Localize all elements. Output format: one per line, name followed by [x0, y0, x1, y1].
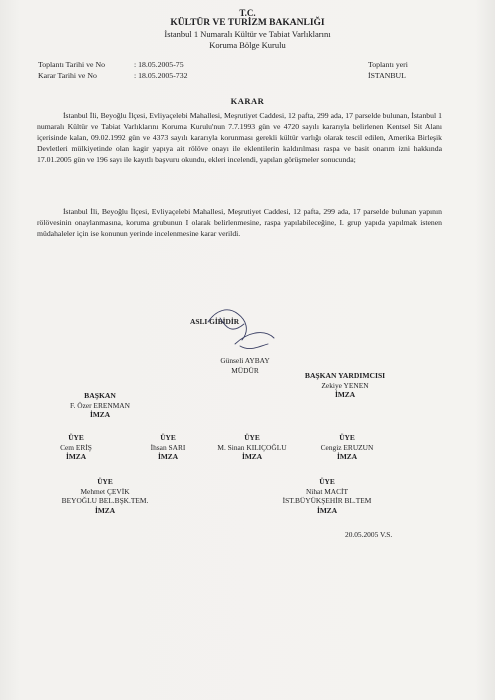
chair-signature-block [50, 391, 150, 420]
member-sign: İMZA [65, 452, 87, 461]
member-organization: BEYOĞLU BEL.BŞK.TEM. [61, 496, 149, 505]
member-name: Cengiz ERUZUN [320, 442, 374, 452]
decision-paragraph-2: İstanbul İli, Beyoğlu İlçesi, Evliyaçelebi Mahallesi, Meşrutiyet Caddesi, 12 pafta, 299 ada, 17 parselde bulunan yapının rölövesinin onaylanmasına, koruma grubunun I olarak belirlenmesine, raspa yapılabileceğine, I. grup yapıda yapılmak istenen müdahaleler için ise konunun yerinde incelenmesine karar verildi. [37, 207, 442, 239]
header-board-line2: Koruma Bölge Kurulu [209, 40, 286, 50]
member-name: Cem ERİŞ [60, 442, 92, 452]
chair-name: F. Özer ERENMAN [70, 400, 130, 410]
member-title: ÜYE [244, 433, 260, 442]
vice-chair-name: Zekiye YENEN [321, 380, 369, 390]
member-name: Nihat MACİT [305, 486, 349, 496]
header-board-line1: İstanbul 1 Numaralı Kültür ve Tabiat Varlıklarını [164, 29, 331, 39]
member-name: İhsan SARI [150, 442, 186, 452]
member-signature-block [46, 433, 106, 462]
member-signature-block [40, 477, 170, 515]
footer-date: 20.05.2005 V.S. [345, 530, 393, 539]
member-organization: İST.BÜYÜKŞEHİR BL.TEM [282, 496, 372, 505]
certifier-block [205, 356, 285, 375]
chair-title: BAŞKAN [84, 391, 116, 400]
member-sign: İMZA [316, 505, 338, 515]
member-sign: İMZA [336, 452, 358, 461]
vice-chair-signature-block [290, 371, 400, 400]
certifier-name: Günseli AYBAY [220, 356, 270, 365]
member-title: ÜYE [68, 433, 84, 442]
meeting-place-value: İSTANBUL [368, 71, 406, 80]
decision-date-value: : 18.05.2005-732 [134, 71, 188, 80]
member-name: M. Sinan KILIÇOĞLU [217, 442, 287, 452]
member-sign: İMZA [241, 452, 263, 461]
member-title: ÜYE [160, 433, 176, 442]
header-ministry: KÜLTÜR VE TURİZM BAKANLIĞI [170, 18, 325, 28]
decision-paragraph-1: İstanbul İli, Beyoğlu İlçesi, Evliyaçelebi Mahallesi, Meşrutiyet Caddesi, 12 pafta, 299 ada, 17 parselde bulunan, İstanbul 1 numaralı Kültür ve Tabiat Varlıklarını Koruma Kurulu'nun 7.7.1993 gün ve 4720 sayılı kararıyla belirlenen Kentsel Sit Alanı içerisinde kalan, 09.02.1992 gün ve 4373 sayılı kararıyla korunması gerekli kültür varlığı olarak tescil edilen, Amerika Birleşik Devletleri mülkiyetinde olan kagir yapıya ait rölöve onayı ile eklentilerin kaldırılması raspa ve basit onarım izni hakkında 17.01.2005 gün ve 196 sayı ile kayıtlı başvuru okundu, ekleri incelendi, yapılan görüşmeler sonucunda; [37, 111, 442, 165]
meeting-place-label: Toplantı yeri [368, 60, 408, 69]
member-title: ÜYE [319, 477, 335, 486]
decision-date-label: Karar Tarihi ve No [38, 71, 97, 80]
header-republic: T.C. [239, 8, 256, 18]
member-name: Mehmet ÇEVİK [80, 486, 130, 496]
member-title: ÜYE [339, 433, 355, 442]
member-signature-block [138, 433, 198, 462]
meeting-date-label: Toplantı Tarihi ve No [38, 60, 105, 69]
member-sign: İMZA [157, 452, 179, 461]
member-signature-block [312, 433, 382, 462]
vice-chair-title: BAŞKAN YARDIMCISI [304, 371, 386, 380]
member-signature-block [262, 477, 392, 515]
member-title: ÜYE [97, 477, 113, 486]
certifier-title: MÜDÜR [231, 365, 259, 375]
member-sign: İMZA [94, 505, 116, 515]
decision-title: KARAR [230, 96, 265, 106]
chair-sign: İMZA [89, 410, 111, 419]
member-signature-block [207, 433, 297, 462]
meeting-date-value: : 18.05.2005-75 [134, 60, 184, 69]
vice-chair-sign: İMZA [334, 390, 356, 399]
certified-copy-stamp: ASLI GİBİDİR [190, 317, 240, 326]
